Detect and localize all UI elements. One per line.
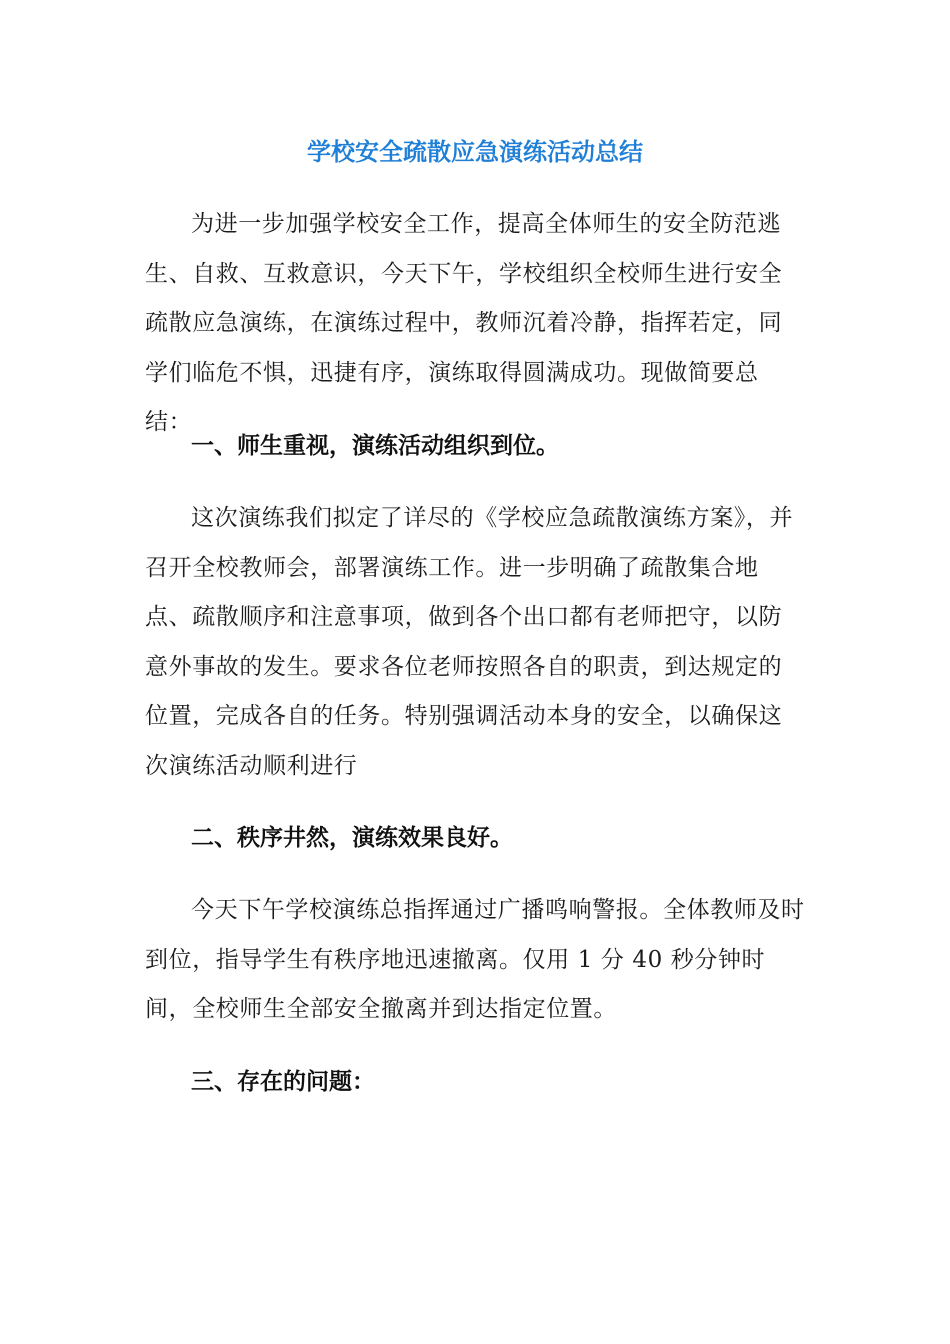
section-2-body: 今天下午学校演练总指挥通过广播鸣响警报。全体教师及时到位，指导学生有秩序地迅速撤离。仅用 1 分 40 秒分钟时间，全校师生全部安全撤离并到达指定位置。	[145, 897, 805, 1023]
section-1-heading: 一、师生重视，演练活动组织到位。	[191, 433, 559, 459]
document-title: 学校安全疏散应急演练活动总结	[307, 138, 643, 166]
section-3-heading: 三、存在的问题：	[191, 1069, 375, 1095]
section-2-heading: 二、秩序井然，演练效果良好。	[191, 825, 513, 851]
section-1-body: 这次演练我们拟定了详尽的《学校应急疏散演练方案》，并召开全校教师会，部署演练工作。进一步明确了疏散集合地点、疏散顺序和注意事项，做到各个出口都有老师把守，以防意外事故的发生。要求各位老师按照各自的职责，到达规定的位置，完成各自的任务。特别强调活动本身的安全，以确保这次演练活动顺利进行	[145, 505, 794, 779]
intro-paragraph: 为进一步加强学校安全工作，提高全体师生的安全防范逃生、自救、互救意识，今天下午，学校组织全校师生进行安全疏散应急演练，在演练过程中，教师沉着冷静，指挥若定，同学们临危不惧，迅捷有序，演练取得圆满成功。现做简要总结：	[145, 211, 783, 436]
